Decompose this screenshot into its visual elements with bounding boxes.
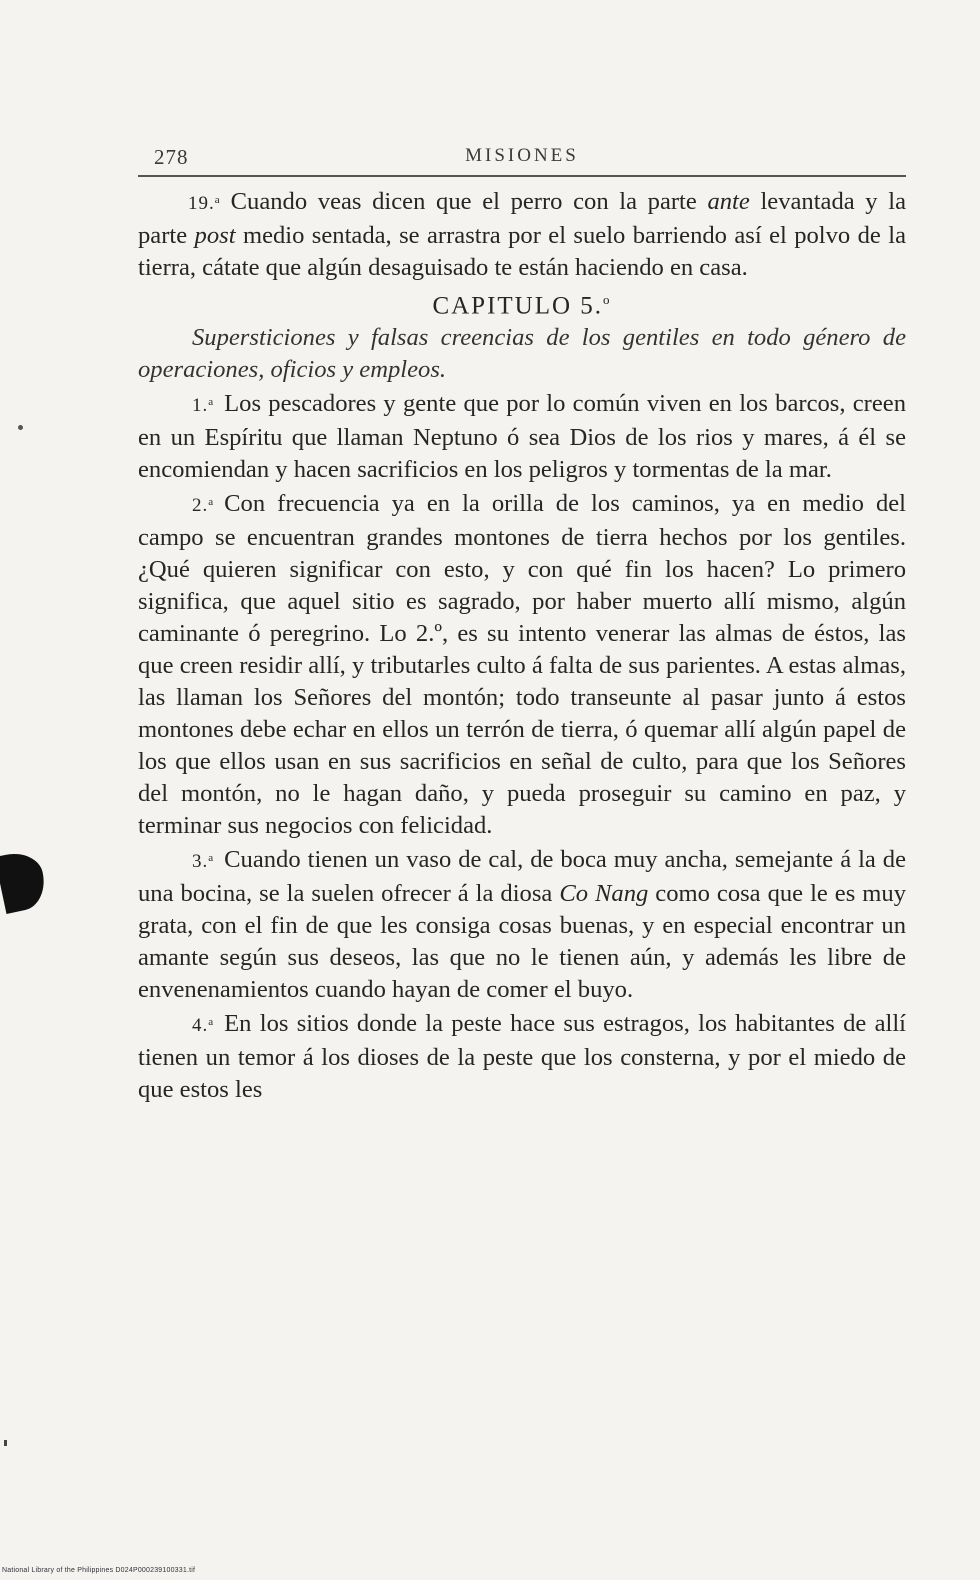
scan-speck xyxy=(4,1440,7,1446)
running-title: MISIONES xyxy=(465,145,579,166)
paragraph-number: 4.$^a$ xyxy=(192,1015,215,1037)
page-body xyxy=(138,184,906,1106)
paragraph-2: 2.$^a$ Con frecuencia ya en la orilla de los caminos, ya en medio del campo se encuentran grandes montones de tierra hechos por los gentiles. ¿Qué quieren significar con esto, y con qué fin los hacen? Lo primero significa, que aquel sitio es sagrado, por haber muerto allí mismo, algún caminante ó peregrino. Lo 2.º, es su intento venerar las almas de éstos, las que creen residir allí, y tributarles culto á falta de sus parientes. A estas almas, las llaman los Señores del montón; todo transeunte al pasar junto á estos montones debe echar en ellos un terrón de tierra, ó quemar allí algún papel de los que ellos usan en sus sacrificios en señal de culto, para que los Señores del montón, no le hagan daño, y pueda proseguir su camino en paz, y terminar sus negocios con felicidad. xyxy=(138,490,906,840)
scan-edge-blot xyxy=(0,848,50,914)
paragraph-number: 19.$^a$ xyxy=(188,193,221,214)
paragraph-3: 3.$^a$ Cuando tienen un vaso de cal, de boca muy ancha, semejante á la de una bocina, se la suelen ofrecer á la diosa Co Nang como cosa que le es muy grata, con el fin de que les consiga cosas buenas, y en especial encontrar un amante según sus deseos, las que no le tienen aún, y además les libre de envenenamientos cuando hayan de comer el buyo. xyxy=(138,846,906,1004)
paragraph-4: 4.$^a$ En los sitios donde la peste hace sus estragos, los habitantes de allí tienen un temor á los dioses de la peste que los consterna, y por el miedo de que estos les xyxy=(138,1010,906,1104)
scan-speck xyxy=(18,425,23,430)
chapter-subtitle: Supersticiones y falsas creencias de los gentiles en todo género de operaciones, oficios y empleos. xyxy=(138,324,906,384)
scan-credit: National Library of the Philippines D024P000239100331.tif xyxy=(2,1567,196,1574)
chapter-heading: CAPITULO 5.$^o$ xyxy=(432,292,612,320)
paragraph-number: 3.$^a$ xyxy=(192,851,215,873)
page-header xyxy=(138,145,906,177)
page-number: 278 xyxy=(154,145,189,169)
paragraph-number: 2.$^a$ xyxy=(192,495,215,517)
paragraph-19: 19.$^a$ Cuando veas dicen que el perro con la parte ante levantada y la parte post medio sentada, se arrastra por el suelo barriendo así el polvo de la tierra, cátate que algún desaguisado te están haciendo en casa. xyxy=(138,188,906,281)
paragraph-1: 1.$^a$ Los pescadores y gente que por lo común viven en los barcos, creen en un Espíritu que llaman Neptuno ó sea Dios de los rios y mares, á él se encomiendan y hacen sacrificios en los peligros y tormentas de la mar. xyxy=(138,390,906,484)
paragraph-number: 1.$^a$ xyxy=(192,395,215,417)
